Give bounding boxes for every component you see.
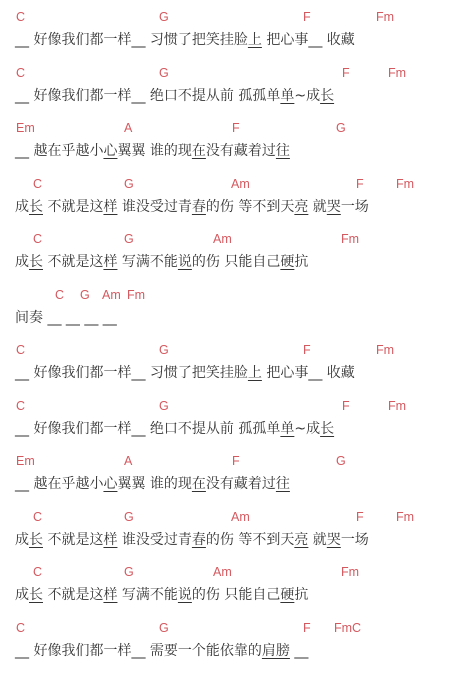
lyric-text	[15, 363, 355, 383]
chord-anchor-syllable: 长	[29, 587, 43, 603]
lyric-segment: __ 好像我们都一样__ 绝口不提从前 孤孤单	[15, 87, 281, 104]
chord-label: C	[33, 176, 43, 191]
chord-label: G	[159, 343, 169, 357]
chord-anchor-syllable: 长	[29, 198, 43, 215]
chord-line	[0, 454, 463, 500]
lyric-text	[15, 30, 355, 50]
chord-label: G	[124, 509, 134, 524]
lyric-segment: __ 越在乎越小	[15, 143, 104, 159]
chord-label: G	[336, 121, 346, 135]
chord-label: Em	[16, 121, 35, 135]
chord-label: C	[33, 565, 43, 579]
lyric-segment: ~成	[294, 87, 321, 104]
lyric-segment: __ 越在乎越小	[15, 476, 104, 492]
chord-label: G	[159, 620, 169, 635]
chord-label: Fm	[127, 287, 146, 302]
lyric-text	[15, 641, 308, 661]
lyric-segment: 没有藏着过	[205, 476, 276, 492]
chord-line	[0, 232, 463, 278]
chord-anchor-syllable: 亮	[294, 198, 309, 215]
chord-anchor-syllable: 长	[320, 87, 335, 104]
lyric-segment: 成	[15, 587, 29, 603]
chord-anchor-syllable: 肩膀	[261, 642, 290, 659]
chord-anchor-syllable: 往	[275, 143, 290, 159]
chord-anchor-syllable: 说	[177, 254, 192, 270]
lyric-segment: ~成	[294, 420, 321, 437]
lyric-text	[15, 474, 290, 494]
lyric-segment: 谁没受过青	[117, 198, 192, 215]
chord-anchor-syllable: 样	[103, 198, 118, 215]
lyric-segment: __ 好像我们都一样__ 习惯了把笑挂脸	[15, 32, 248, 48]
lyric-segment: 抗	[294, 254, 309, 270]
chord-label: C	[16, 398, 26, 413]
chord-label: C	[16, 65, 26, 80]
chord-label: A	[124, 454, 133, 468]
chord-label: G	[124, 565, 134, 579]
chord-line	[0, 510, 463, 556]
lyric-segment: 的伤 只能自己	[191, 254, 281, 270]
lyric-segment: 翼翼 谁的现	[117, 476, 192, 492]
chord-anchor-syllable: 在	[191, 143, 206, 159]
lyric-segment: __ 好像我们都一样__ 需要一个能依靠的	[15, 642, 262, 659]
chord-label: F	[232, 454, 240, 468]
chord-anchor-syllable: 长	[29, 531, 43, 548]
lyric-segment: 不就是这	[43, 531, 104, 548]
lyric-text	[15, 308, 117, 328]
chord-anchor-syllable: 哭	[326, 198, 341, 215]
lyric-segment: 抗	[294, 587, 309, 603]
chord-label: G	[159, 398, 169, 413]
chord-label: F	[303, 343, 311, 357]
chord-label: Am	[231, 176, 250, 191]
lyric-segment: 不就是这	[43, 254, 104, 270]
chord-label: Fm	[376, 10, 395, 24]
lyric-text	[15, 86, 334, 106]
lyric-segment: 把心事__ 收藏	[261, 32, 355, 48]
chord-label: Em	[16, 454, 35, 468]
chord-label: C	[33, 509, 43, 524]
lyric-segment: 的伤 只能自己	[191, 587, 281, 603]
chord-anchor-syllable: 说	[177, 587, 192, 603]
lyric-segment: __	[289, 642, 309, 659]
chord-anchor-syllable: 长	[320, 420, 335, 437]
chord-anchor-syllable: 样	[103, 587, 118, 603]
lyric-segment: 没有藏着过	[205, 143, 276, 159]
chord-label: F	[232, 121, 240, 135]
lyric-text	[15, 585, 308, 605]
chord-label: Am	[213, 565, 232, 579]
chord-anchor-syllable: 上	[247, 32, 262, 48]
lyric-segment: 就	[308, 198, 327, 215]
chord-anchor-syllable: 样	[103, 531, 118, 548]
lyric-segment: __ 好像我们都一样__ 习惯了把笑挂脸	[15, 365, 248, 381]
chord-anchor-syllable: 哭	[326, 531, 341, 548]
chord-anchor-syllable: 往	[275, 476, 290, 492]
chord-label: Fm	[376, 343, 395, 357]
chord-anchor-syllable: 春	[191, 198, 206, 215]
chord-label: FmC	[334, 620, 362, 635]
chord-label: F	[303, 10, 311, 24]
chord-label: G	[124, 176, 134, 191]
chord-label: Am	[102, 287, 121, 302]
chord-anchor-syllable: 心	[103, 143, 118, 159]
chord-anchor-syllable: 单	[280, 87, 295, 104]
chord-label: Fm	[388, 65, 407, 80]
lyric-text	[15, 419, 334, 439]
chord-line	[0, 177, 463, 223]
chord-line	[0, 66, 463, 112]
chord-anchor-syllable: 单	[280, 420, 295, 437]
lyric-segment: 不就是这	[43, 198, 104, 215]
chord-anchor-syllable: 在	[191, 476, 206, 492]
lyric-segment: 翼翼 谁的现	[117, 143, 192, 159]
lyric-segment: 成	[15, 531, 29, 548]
chord-anchor-syllable: 长	[29, 254, 43, 270]
lyric-text	[15, 197, 369, 217]
chord-label: F	[303, 620, 311, 635]
chord-label: C	[33, 232, 43, 246]
chord-label: F	[356, 509, 364, 524]
chord-label: Fm	[396, 176, 415, 191]
lyric-segment: 一场	[340, 531, 369, 548]
chord-anchor-syllable: 上	[247, 365, 262, 381]
lyric-segment: 成	[15, 198, 29, 215]
chord-line	[0, 343, 463, 389]
lyric-segment: 谁没受过青	[117, 531, 192, 548]
lyric-segment: 的伤 等不到天	[205, 531, 295, 548]
lyric-segment: 写满不能	[117, 587, 178, 603]
lyric-segment: __ 好像我们都一样__ 绝口不提从前 孤孤单	[15, 420, 281, 437]
chord-label: G	[80, 287, 90, 302]
lyric-segment: 不就是这	[43, 587, 104, 603]
chord-label: F	[342, 65, 350, 80]
chord-label: G	[159, 10, 169, 24]
chord-anchor-syllable: 心	[103, 476, 118, 492]
chord-label: F	[356, 176, 364, 191]
chord-label: Am	[213, 232, 232, 246]
chord-label: Am	[231, 509, 250, 524]
chord-label: C	[16, 10, 26, 24]
lyric-segment: 就	[308, 531, 327, 548]
chord-line	[0, 565, 463, 611]
chord-label: Fm	[396, 509, 415, 524]
chord-label: A	[124, 121, 133, 135]
chord-label: G	[124, 232, 134, 246]
lyric-text	[15, 141, 290, 161]
chord-line	[0, 399, 463, 445]
chord-label: F	[342, 398, 350, 413]
lyric-segment: 成	[15, 254, 29, 270]
chord-line	[0, 121, 463, 167]
chord-label: Fm	[341, 565, 360, 579]
chord-label: Fm	[341, 232, 360, 246]
lyric-segment: 写满不能	[117, 254, 178, 270]
chord-label: C	[16, 620, 26, 635]
chord-line	[0, 10, 463, 56]
chord-label: C	[16, 343, 26, 357]
chord-line	[0, 621, 463, 667]
chord-anchor-syllable: 亮	[294, 531, 309, 548]
chord-label: Fm	[388, 398, 407, 413]
chord-label: C	[55, 287, 65, 302]
chord-anchor-syllable: 硬	[280, 254, 295, 270]
lyric-segment: 间奏 __ __ __ __	[15, 309, 117, 326]
lyric-text	[15, 530, 369, 550]
lyric-segment: 一场	[340, 198, 369, 215]
chord-label: G	[336, 454, 346, 468]
lyric-segment: 把心事__ 收藏	[261, 365, 355, 381]
chord-anchor-syllable: 硬	[280, 587, 295, 603]
chord-anchor-syllable: 样	[103, 254, 118, 270]
chord-label: G	[159, 65, 169, 80]
lyric-text	[15, 252, 308, 272]
chord-anchor-syllable: 春	[191, 531, 206, 548]
chord-line	[0, 288, 463, 334]
lyric-segment: 的伤 等不到天	[205, 198, 295, 215]
